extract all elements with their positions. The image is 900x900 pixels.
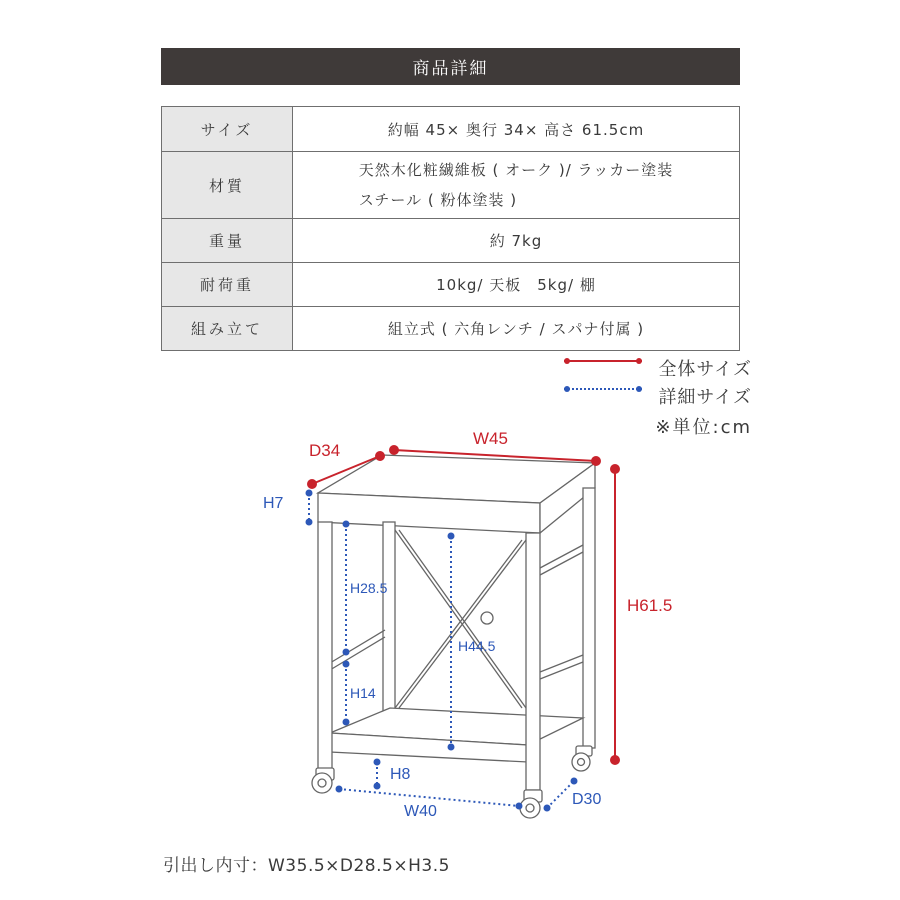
cart-back-leg-right [583, 488, 595, 748]
section-title: 商品詳細 [412, 59, 489, 79]
material-line-2: スチール ( 粉体塗装 ) [358, 191, 518, 209]
dim-d34: D34 [309, 441, 341, 460]
caster [572, 746, 592, 771]
dim-w40: W40 [404, 803, 437, 820]
dim-d30: D30 [572, 791, 602, 808]
legend-detail-label: 詳細サイズ [658, 387, 752, 408]
caster [312, 768, 334, 793]
cart-brace-joint [481, 612, 493, 624]
material-line-1: 天然木化粧繊維板 ( オーク )/ ラッカー塗装 [358, 161, 674, 179]
drawer-inner-size: 引出し内寸：W35.5×D28.5×H3.5 [163, 856, 450, 876]
spec-value: 約 7kg [293, 219, 740, 263]
dim-h285: H28.5 [350, 580, 388, 596]
spec-value: 10kg/ 天板 5kg/ 棚 [293, 263, 740, 307]
spec-label: 重量 [162, 219, 293, 263]
dim-h445: H44.5 [458, 638, 496, 654]
dim-h14: H14 [350, 685, 376, 701]
spec-label: 組み立て [162, 307, 293, 351]
cart-x-brace [395, 540, 522, 708]
caster [520, 790, 542, 818]
dim-h8: H8 [390, 766, 411, 783]
legend-overall-label: 全体サイズ [658, 359, 752, 380]
cart-front-leg-left [318, 522, 332, 770]
spec-value: 約幅 45× 奥行 34× 高さ 61.5cm [293, 107, 740, 152]
unit-note: ※単位:cm [655, 417, 752, 438]
cart-back-leg-left [383, 522, 395, 730]
dim-w45: W45 [473, 429, 508, 448]
cart-illustration [312, 455, 595, 818]
cart-front-leg-right [526, 533, 540, 790]
cart-x-brace [395, 530, 522, 708]
spec-label: 耐荷重 [162, 263, 293, 307]
spec-value: 組立式 ( 六角レンチ / スパナ付属 ) [293, 307, 740, 351]
spec-label: 材質 [162, 152, 293, 219]
spec-label: サイズ [162, 107, 293, 152]
dim-h615: H61.5 [627, 596, 673, 615]
dim-h7: H7 [263, 495, 284, 512]
